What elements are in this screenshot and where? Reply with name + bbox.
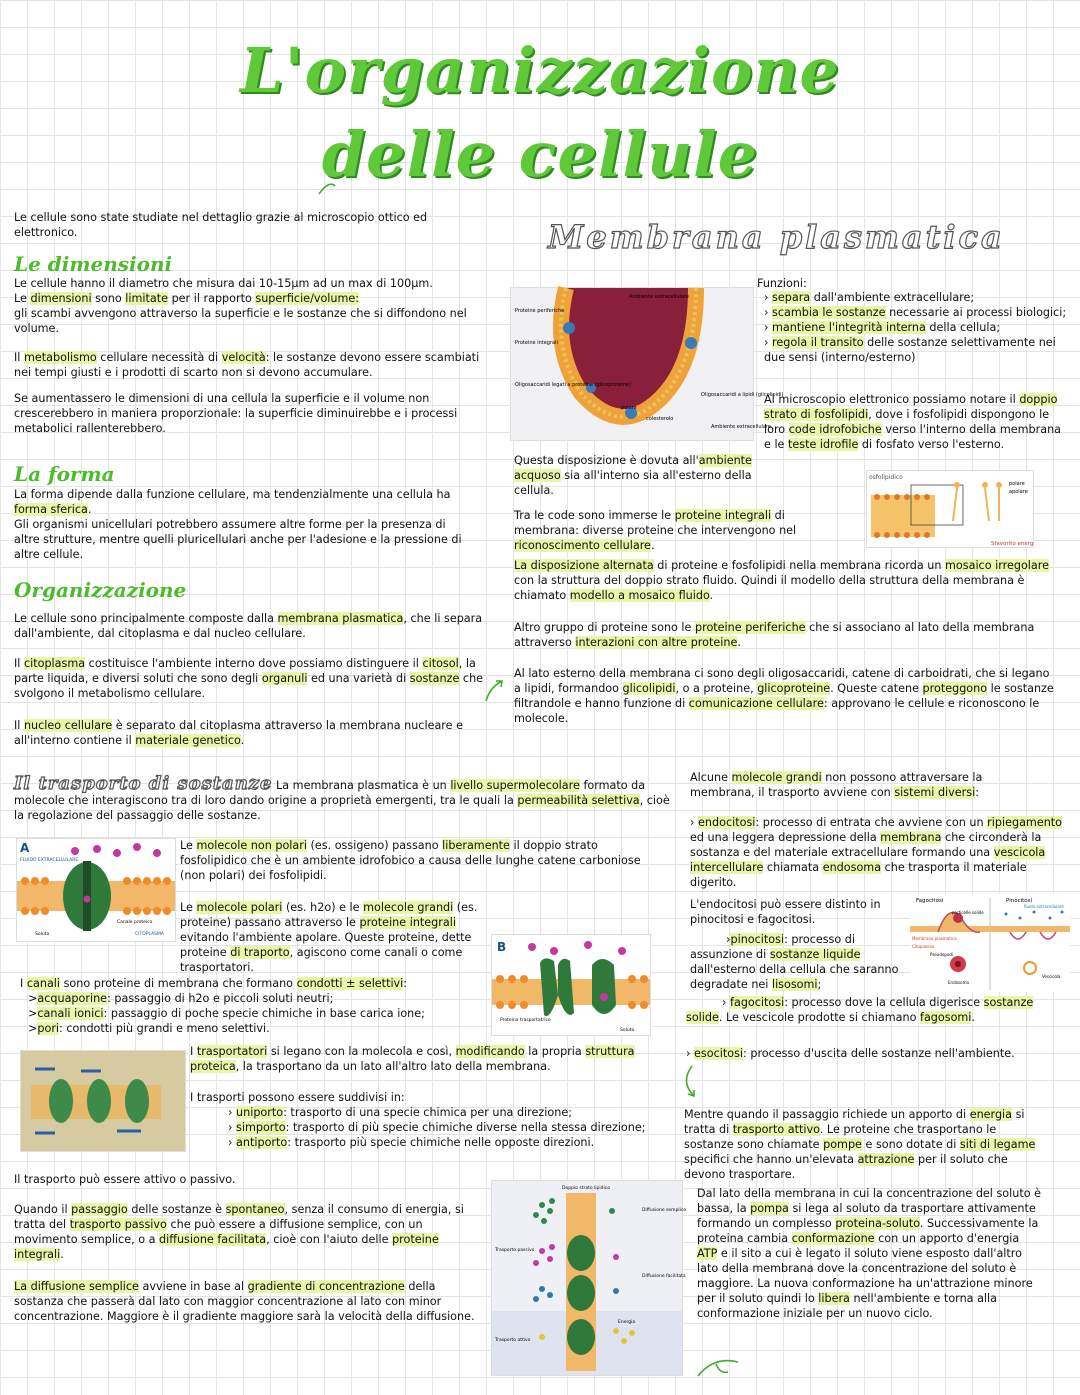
funzione-item: › regola il transito delle sostanze selettivamente nei due sensi (interno/esterno) — [764, 336, 1056, 364]
endocytosis-figure — [910, 894, 1070, 992]
oligosaccaridi-text: Al lato esterno della membrana ci sono degli oligosaccaridi, catene di carboidrati, che si legano a lipidi, formandoo glicolipidi, o a proteine, glicoproteine. Queste catene proteggono le sostanze filtrandole e hanno funzione di comunicazione cellulare: approvano le cellule e riconoscono le molecole. — [514, 667, 1054, 725]
transporter-figure-b — [491, 934, 651, 1036]
fig-diff-energia: Energia — [618, 1320, 636, 1325]
trasporto-item: › uniporto: trasporto di una specie chimica per una direzione; — [228, 1106, 572, 1119]
fig-a-letter: A — [20, 841, 30, 855]
fig-fago-fagocitosi: Fagocitosi — [916, 898, 944, 904]
trasporto-passivo-text: Quando il passaggio delle sostanze è spontaneo, senza il consumo di energia, si tratta del trasporto passivo che può essere a diffusione semplice, con un movimento semplice, o a diffusione facilitata, cioè con l'aiuto delle proteine integrali. — [14, 1203, 464, 1261]
fig-b-proteina: Proteina trasportatrice — [500, 1018, 551, 1023]
fig-diff-facilitata: Diffusione facilitata — [642, 1274, 686, 1279]
funzione-item: › mantiene l'integrità interna della cellula; — [764, 321, 1001, 334]
page-title-line2: delle cellule — [321, 118, 759, 191]
fig-membrana-label-2: Oligosaccaridi legati a proteine (glicoproteine) — [515, 382, 632, 388]
fig-b-letter: B — [497, 940, 507, 954]
forma-p1: La forma dipende dalla funzione cellulare, ma tendenzialmente una cellula ha forma sferica. — [14, 488, 451, 516]
trasporto-item: › simporto: trasporto di più specie chimiche diverse nella stessa direzione; — [228, 1121, 646, 1134]
proteine-integrali-text: Tra le code sono immerse le proteine integrali di membrana: diverse proteine che intervengono nel riconoscimento cellulare. — [514, 509, 797, 552]
canale-item: >acquaporine: passaggio di h2o e piccoli soluti neutri; — [28, 992, 334, 1005]
heading-forma: La forma — [14, 462, 115, 486]
fig-fago-vescicola: Vescicola — [1042, 974, 1061, 979]
funzione-item: › scambia le sostanze necessarie ai processi biologici; — [764, 306, 1067, 319]
trasporto-attivo-text: Mentre quando il passaggio richiede un apporto di energia si tratta di trasporto attivo. Le proteine che trasportano le sostanze sono chiamate pompe e sono dotate di siti di legame specifici che hanno un'elevata attrazione per il soluto che devono trasportare. — [684, 1108, 1036, 1181]
dimensioni-p2: Il metabolismo cellulare necessità di velocità: le sostanze devono essere scambiati nei tempi giusti e i prodotti di scarto non si devono accumulare. — [14, 351, 480, 379]
intro-text: Le cellule sono state studiate nel dettaglio grazie al microscopio ottico ed elettronico. — [14, 211, 428, 239]
page-title-line1: L'organizzazione — [240, 34, 840, 107]
fig-fago-pinocitosi: Pinocitosi — [1006, 898, 1033, 904]
heading-trasporto: Il trasporto di sostanze — [14, 773, 273, 794]
fig-diff-semplice: Diffusione semplice — [642, 1208, 687, 1213]
fig-a-soluto: Soluto — [35, 932, 50, 937]
canale-item: >pori: condotti più grandi e meno selettivi. — [28, 1022, 270, 1035]
dimensioni-p1: Le cellule hanno il diametro che misura dai 10-15µm ad un max di 100µm. Le dimensioni sono limitate per il rapporto superficie/volume: gli scambi avvengono attraverso la superficie e le sostanze che si diffondono nel volume. — [14, 277, 467, 335]
trasporto-intro: Il trasporto di sostanze La membrana plasmatica è un livello supermolecolare formato da molecole che interagiscono tra di loro dando origine a proprietà emergenti, tra le quali la permeabilità selettiva, cioè la regolazione del passaggio delle sostanze. — [14, 773, 670, 822]
endocitosi-text: › endocitosi: processo di entrata che avviene con un ripiegamento ed una leggera depressione della membrana che circonderà la sostanza e del materiale extracellulare formando una vescicola intercellulare chiamata endosoma che trasporta il materiale digerito. — [690, 816, 1063, 889]
funzioni-label: Funzioni: — [757, 277, 807, 290]
trasporti-sub: I trasporti possono essere suddivisi in: — [190, 1091, 405, 1104]
heading-dimensioni: Le dimensioni — [14, 252, 173, 276]
fig-membrana-label-0: Proteine periferiche — [515, 308, 565, 314]
funzioni-list — [764, 290, 1076, 365]
fig-b-soluto: Soluto — [620, 1028, 635, 1033]
trasportatori-text: I trasportatori si legano con la molecola e così, modificando la propria struttura proteica, la trasportano da un lato all'altro lato della membrana. — [190, 1045, 635, 1073]
fig-membrana-label-6: colesterolo — [646, 416, 674, 422]
fig-diff-passivo: Trasporto passivo — [495, 1248, 535, 1253]
channel-figure-a — [16, 838, 176, 942]
esocitosi-text: › esocitosi: processo d'uscita delle sostanze nell'ambiente. — [686, 1047, 1015, 1060]
fig-fago-membrana: Membrana plasmatica — [912, 936, 957, 941]
fig-membrana-label-3: Ambiente extracellulare — [629, 294, 689, 300]
forma-p2: Gli organismi unicellulari potrebbero assumere altre forme per la presenza di altre strutture, mentre quelli pluricellulari anche per l'adesione e la pressione di altre cellule. — [14, 518, 462, 561]
fig-membrana-label-5: polare — [621, 405, 637, 411]
distinto-text: L'endocitosi può essere distinto in pinocitosi e fagocitosi. — [690, 898, 881, 926]
ambiente-acquoso-text: Questa disposizione è dovuta all'ambiente acquoso sia all'interno sia all'esterno della cellula. — [514, 454, 752, 497]
pompa-text: Dal lato della membrana in cui la concentrazione del soluto è bassa, la pompa si lega al soluto da trasportare attivamente formando un complesso proteina-soluto. Successivamente la proteina cambia conformazione con un apporto d'energia ATP e il sito a cui è legato il soluto viene esposto dall'altro lato della membrana dove la concentrazione del soluto è maggiore. La nuova conformazione ha un'attrazione minore per il soluto quindi lo libera nell'ambiente e torna alla conformazione iniziale per un nuovo ciclo. — [697, 1187, 1042, 1320]
swirl-doodle — [315, 178, 339, 202]
diffusione-semplice-text: La diffusione semplice avviene in base al gradiente di concentrazione della sostanza che passerà dal lato con maggior concentrazione al lato con minor concentrazione. Maggiore è il gradiente maggiore sarà la velocità della diffusione. — [14, 1280, 475, 1323]
fig-a-citoplasma: CITOPLASMA — [135, 932, 164, 937]
canali-text: I canali sono proteine di membrana che formano condotti ± selettivi: >acquaporine: passaggio di h2o e piccoli soluti neutri; >canali ionici: passaggio di poche specie chimiche in base carica ione; >pori: condotti più grandi e meno selettivi. — [20, 976, 490, 1036]
fig-fosfo-label-2: apolare — [1009, 489, 1028, 495]
pinocitosi-text: ›pinocitosi: processo di assunzione di sostanze liquide dall'esterno della cellula che saranno degradate nei lisosomi; — [690, 933, 899, 991]
fig-membrana-label-4: Oligosaccaridi a lipidi (glicolipidi) — [701, 392, 784, 398]
trasporto-item: › antiporto: trasporto più specie chimiche nelle opposte direzioni. — [228, 1136, 595, 1149]
fig-fosfo-label-3: Sfavorito energ — [991, 541, 1034, 547]
fig-diff-top: Doppio strato lipidico — [562, 1186, 610, 1191]
transporter-types-figure — [20, 1050, 186, 1152]
fig-fago-pseudopodi: Pseudopodi — [930, 952, 954, 957]
fagocitosi-text: › fagocitosi: processo dove la cellula digerisce sostanze solide. Le vescicole prodotte si chiamano fagosomi. — [686, 996, 1034, 1024]
leaf-doodle — [694, 1352, 744, 1386]
organizzazione-p2: Il citoplasma costituisce l'ambiente interno dove possiamo distinguere il citosol, la parte liquida, e diversi soluti che sono degli organuli ed una varietà di sostanze che svolgono il metabolismo cellulare. — [14, 657, 484, 700]
attivo-passivo-text: Il trasporto può essere attivo o passivo. — [14, 1173, 236, 1186]
canale-item: >canali ionici: passaggio di poche specie chimiche in base carica ione; — [28, 1007, 425, 1020]
fig-fago-particelle: particelle solide — [952, 910, 984, 915]
phospholipid-diagram — [866, 470, 1034, 548]
proteine-periferiche-text: Altro gruppo di proteine sono le proteine periferiche che si associano al lato della membrana attraverso interazioni con altre proteine. — [514, 621, 1035, 649]
dimensioni-p3: Se aumentassero le dimensioni di una cellula la superficie e il volume non crescerebbero in maniera proporzionale: la superficie diminuirebbe e i processi metabolici rallenterebbero. — [14, 392, 458, 435]
fig-membrana-label-7: Ambiente extracellulare — [711, 424, 771, 430]
molecole-grandi-text: Alcune molecole grandi non possono attraversare la membrana, il trasporto avviene con sistemi diversi: — [690, 771, 983, 799]
diffusion-figure — [491, 1180, 687, 1376]
organizzazione-p3: Il nucleo cellulare è separato dal citoplasma attraverso la membrana nucleare e all'interno contiene il materiale genetico. — [14, 719, 463, 747]
fig-fago-fluido: fluido extracellulare — [1024, 904, 1064, 909]
fig-fago-endosoma: Endosoma — [948, 980, 969, 985]
heading-organizzazione: Organizzazione — [14, 578, 187, 602]
heading-membrana: Membrana plasmatica — [548, 218, 1005, 256]
microscopio-text: Al microscopio elettronico possiamo notare il doppio strato di fosfolipidi, dove i fosfolipidi dispongono le loro code idrofobiche verso l'interno della membrana e le teste idrofile di fosfato verso l'esterno. — [764, 393, 1062, 451]
fig-fosfo-label-0: osfolipidico — [869, 474, 903, 481]
membrane-diagram — [510, 287, 784, 441]
fig-membrana-label-1: Proteine integrali — [515, 340, 558, 346]
polari-text: Le molecole polari (es. h2o) e le molecole grandi (es. proteine) passano attraverso le proteine integrali evitando l'ambiente apolare. Queste proteine, dette proteine di traporto, agiscono come canali o come trasportatori. — [180, 901, 478, 974]
non-polari-text: Le molecole non polari (es. ossigeno) passano liberamente il doppio strato fosfolipidico che è un ambiente idrofobico a causa delle lunghe catene carboniose (non polari) dei fosfolipidi. — [180, 839, 641, 882]
funzione-item: › separa dall'ambiente extracellulare; — [764, 291, 975, 304]
organizzazione-p1: Le cellule sono principalmente composte dalla membrana plasmatica, che li separa dall'ambiente, dal citoplasma e dal nucleo cellulare. — [14, 612, 483, 640]
fig-a-fluido: FLUIDO EXTRACELLULARE — [20, 858, 79, 863]
mosaico-fluido-text: La disposizione alternata di proteine e fosfolipidi nella membrana ricorda un mosaico irregolare con la struttura del doppio strato fluido. Quindi il modello della struttura della membrana è chiamato modello a mosaico fluido. — [514, 559, 1049, 602]
curve-arrow-doodle — [678, 1062, 708, 1106]
fig-fago-citoplasma: Citoplasma — [912, 944, 935, 949]
fig-fosfo-label-1: polare — [1009, 481, 1025, 487]
trasporti-list — [228, 1105, 668, 1150]
arrow-doodle — [482, 675, 508, 709]
fig-diff-attivo: Trasporto attivo — [495, 1338, 531, 1343]
fig-a-canale: Canale proteico — [117, 920, 153, 925]
